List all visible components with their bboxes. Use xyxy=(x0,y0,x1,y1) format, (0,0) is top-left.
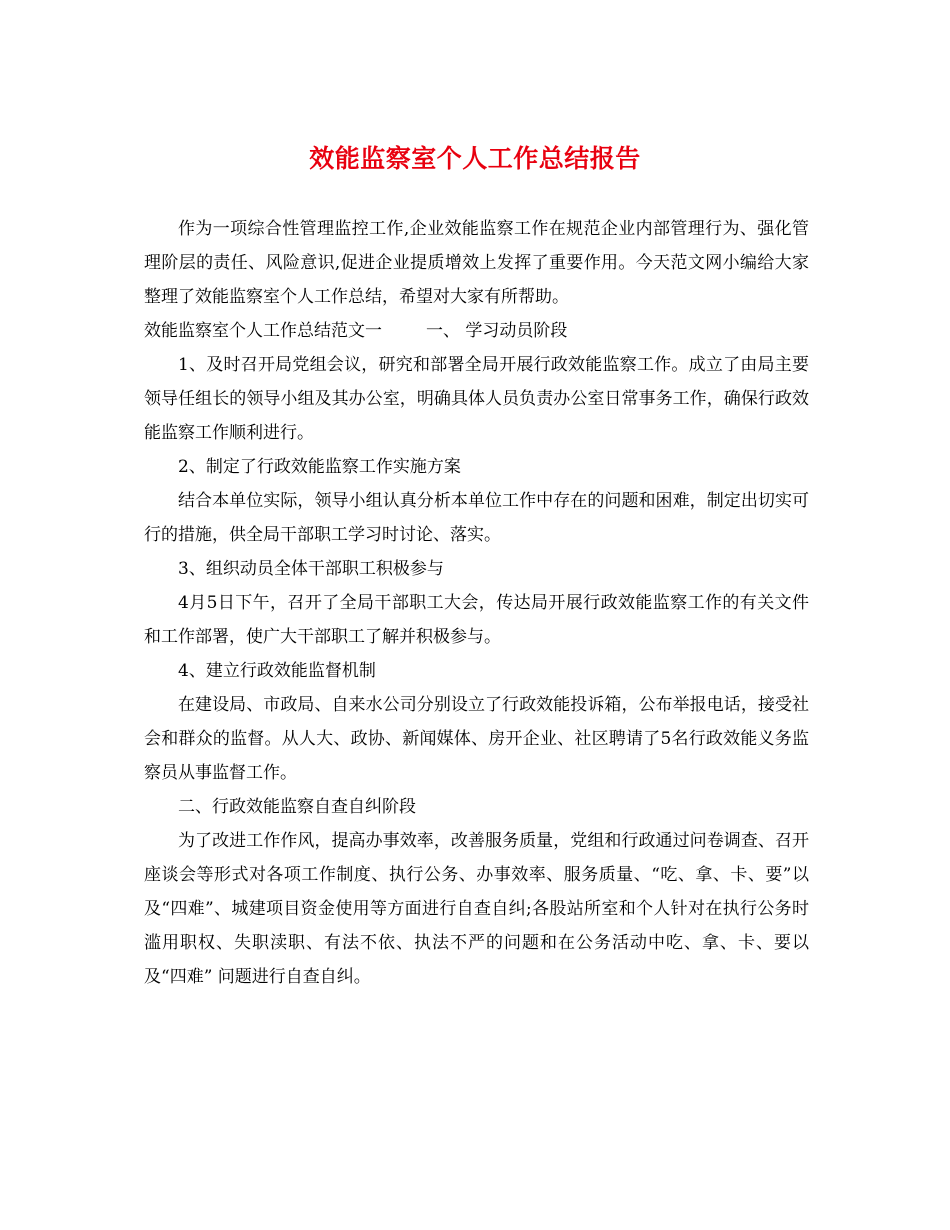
intro-paragraph: 作为一项综合性管理监控工作,企业效能监察工作在规范企业内部管理行为、强化管理阶层的责任、风险意识,促进企业提质增效上发挥了重要作用。今天范文网小编给大家整理了效能监察室个人工作总结，希望对大家有所帮助。 xyxy=(144,219,809,307)
section1-heading: 一、 学习动员阶段 xyxy=(426,321,568,341)
item2-paragraph: 结合本单位实际，领导小组认真分析本单位工作中存在的问题和困难，制定出切实可行的措施，供全局干部职工学习时讨论、落实。 xyxy=(144,491,809,545)
item1-paragraph: 1、及时召开局党组会议，研究和部署全局开展行政效能监察工作。成立了由局主要领导任组长的领导小组及其办公室，明确具体人员负责办公室日常事务工作，确保行政效能监察工作顺利进行。 xyxy=(144,355,809,443)
item3-heading: 3、组织动员全体干部职工积极参与 xyxy=(178,559,444,579)
item2-heading: 2、制定了行政效能监察工作实施方案 xyxy=(178,457,461,477)
item4-heading: 4、建立行政效能监督机制 xyxy=(178,661,376,681)
item3-paragraph: 4月5日下午，召开了全局干部职工大会，传达局开展行政效能监察工作的有关文件和工作部署，使广大干部职工了解并积极参与。 xyxy=(144,593,809,647)
sample-heading-line xyxy=(144,314,809,348)
section2-heading: 二、行政效能监察自查自纠阶段 xyxy=(178,797,416,817)
item4-paragraph: 在建设局、市政局、自来水公司分别设立了行政效能投诉箱，公布举报电话，接受社会和群众的监督。从人大、政协、新闻媒体、房开企业、社区聘请了5名行政效能义务监察员从事监督工作。 xyxy=(144,695,809,783)
document-body xyxy=(144,212,809,994)
page-title: 效能监察室个人工作总结报告 xyxy=(309,144,641,173)
section2-paragraph: 为了改进工作作风，提高办事效率，改善服务质量，党组和行政通过问卷调查、召开座谈会等形式对各项工作制度、执行公务、办事效率、服务质量、“吃、拿、卡、要”以及“四难”、城建项目资金使用等方面进行自查自纠;各股站所室和个人针对在执行公务时滥用职权、失职渎职、有法不依、执法不严的问题和在公务活动中吃、拿、卡、要以及“四难” 问题进行自查自纠。 xyxy=(144,831,809,987)
sample-heading: 效能监察室个人工作总结范文一 xyxy=(144,321,382,341)
